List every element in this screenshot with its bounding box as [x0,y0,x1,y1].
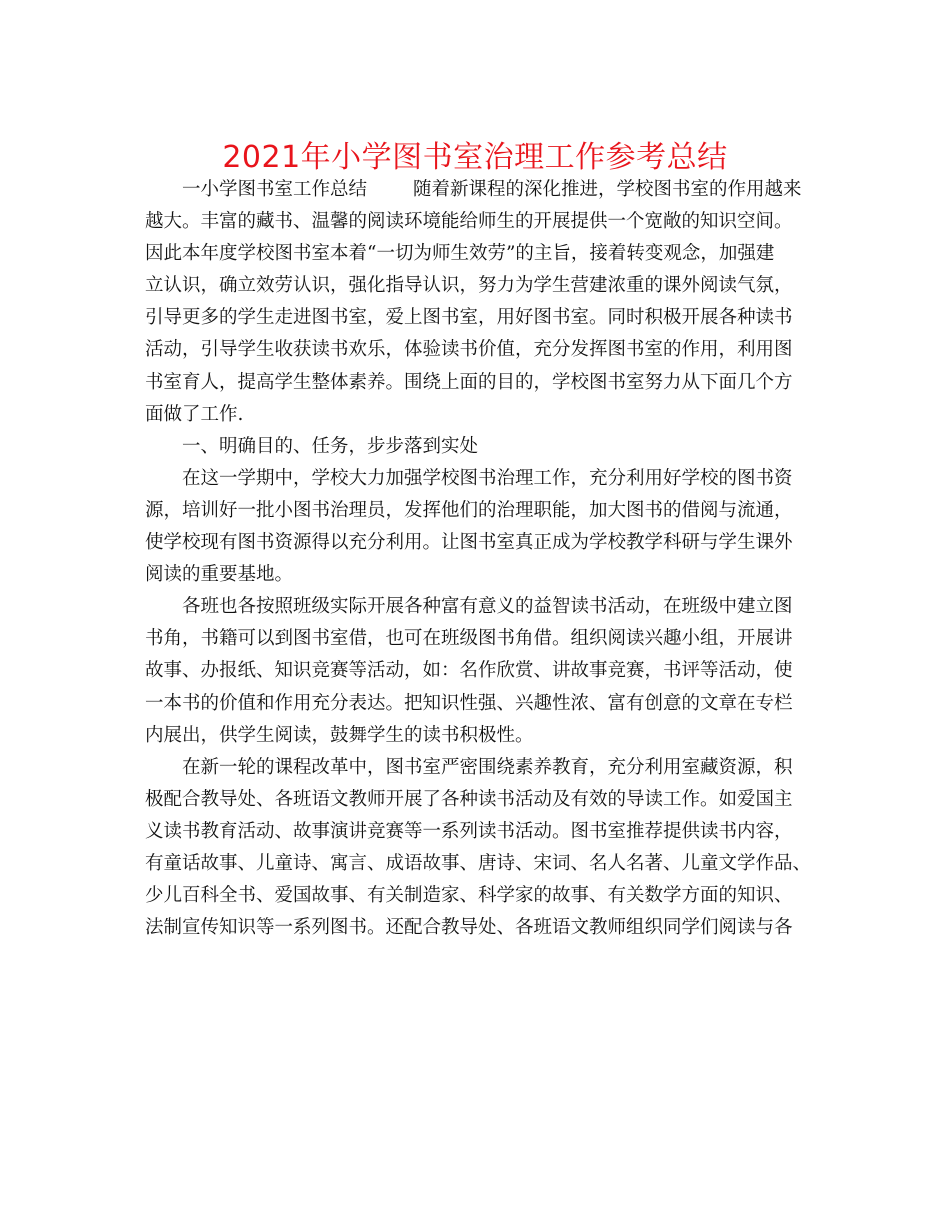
paragraph-line: 越大。丰富的藏书、温馨的阅读环境能给师生的开展提供一个宽敞的知识空间。 [145,211,793,233]
paragraph-line: 在这一学期中，学校大力加强学校图书治理工作，充分利用好学校的图书资 [182,467,793,489]
paragraph-line: 一本书的价值和作用充分表达。把知识性强、兴趣性浓、富有创意的文章在专栏 [145,692,793,714]
paragraph-line: 有童话故事、儿童诗、寓言、成语故事、唐诗、宋词、名人名著、儿童文学作品、 [145,852,812,874]
paragraph-line: 引导更多的学生走进图书室，爱上图书室，用好图书室。同时积极开展各种读书 [145,307,793,329]
intro-first-line [145,174,813,206]
paragraph-line: 面做了工作. [145,403,244,425]
paragraph-line: 极配合教导处、各班语文教师开展了各种读书活动及有效的导读工作。如爱国主 [145,788,793,810]
paragraph-line: 书室育人，提高学生整体素养。围绕上面的目的，学校图书室努力从下面几个方 [145,371,793,393]
intro-first-line-rest: 随着新课程的深化推进，学校图书室的作用越来 [413,179,802,200]
paragraph-line: 阅读的重要基地。 [145,564,294,586]
paragraph-line: 义读书教育活动、故事演讲竞赛等一系列读书活动。图书室推荐提供读书内容， [145,820,793,842]
paragraph-line: 在新一轮的课程改革中，图书室严密围绕素养教育，充分利用室藏资源，积 [182,756,793,778]
paragraph-line: 书角，书籍可以到图书室借，也可在班级图书角借。组织阅读兴趣小组，开展讲 [145,628,793,650]
intro-lead: 一小学图书室工作总结 [182,179,368,200]
paragraph-line: 活动，引导学生收获读书欢乐，体验读书价值，充分发挥图书室的作用，利用图 [145,339,793,361]
paragraph-line: 法制宣传知识等一系列图书。还配合教导处、各班语文教师组织同学们阅读与各 [145,917,793,939]
paragraph-line: 立认识，确立效劳认识，强化指导认识，努力为学生营建浓重的课外阅读气氛， [145,275,793,297]
paragraph-line: 少儿百科全书、爱国故事、有关制造家、科学家的故事、有关数学方面的知识、 [145,885,793,907]
paragraph-line: 内展出，供学生阅读，鼓舞学生的读书积极性。 [145,724,534,746]
paragraph-line: 各班也各按照班级实际开展各种富有意义的益智读书活动，在班级中建立图 [182,596,793,618]
paragraph-line: 故事、办报纸、知识竞赛等活动，如：名作欣赏、讲故事竞赛，书评等活动，使 [145,660,793,682]
section-heading: 一、明确目的、任务，步步落到实处 [182,435,479,457]
document-title: 2021年小学图书室治理工作参考总结 [222,140,728,175]
document-body [145,174,813,944]
paragraph-line: 因此本年度学校图书室本着“一切为师生效劳”的主旨，接着转变观念，加强建 [145,243,775,265]
paragraph-line: 源，培训好一批小图书治理员，发挥他们的治理职能，加大图书的借阅与流通， [145,499,793,521]
paragraph-line: 使学校现有图书资源得以充分利用。让图书室真正成为学校教学科研与学生课外 [145,532,793,554]
